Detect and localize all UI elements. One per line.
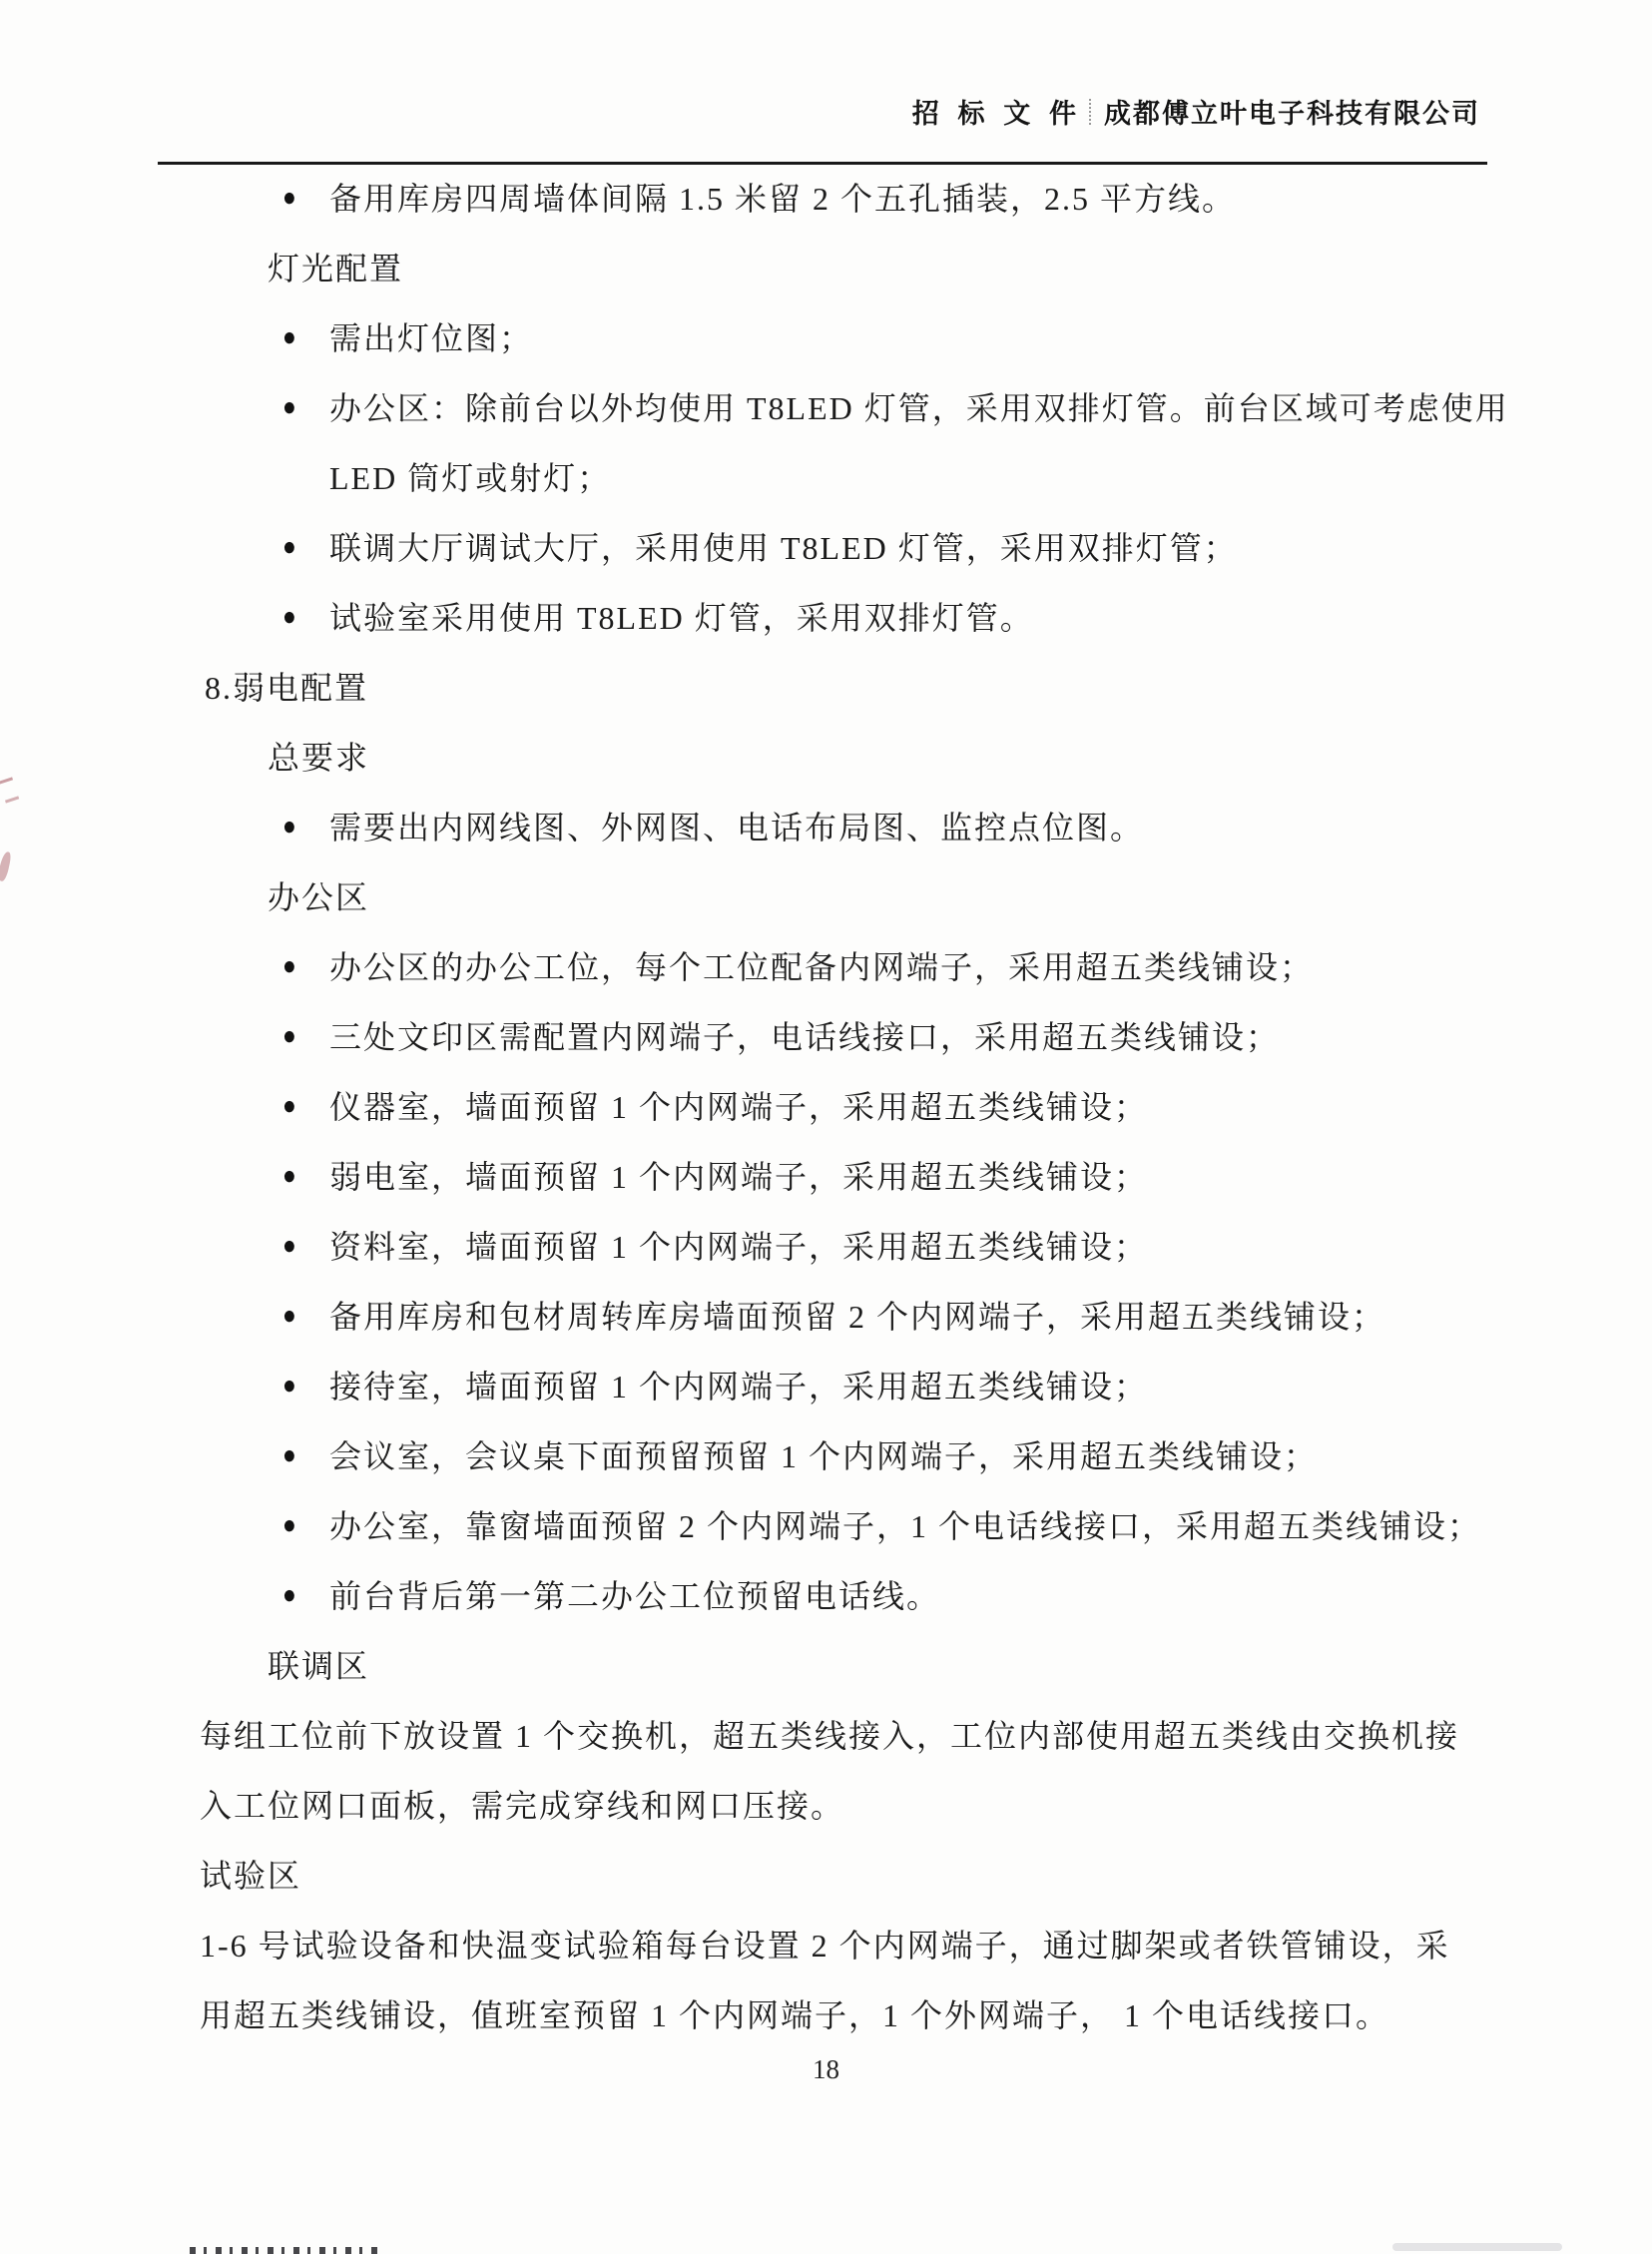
heading-text: 8.弱电配置 <box>205 670 369 706</box>
paragraph-text: 入工位网口面板，需完成穿线和网口压接。 <box>200 1788 845 1824</box>
bullet-item <box>0 301 1652 371</box>
bullet-item <box>0 371 1652 441</box>
heading-text: 灯光配置 <box>268 251 404 286</box>
bullet-item <box>0 791 1652 860</box>
bullet-text: 仪器室，墙面预留 1 个内网端子，采用超五类线铺设； <box>329 1089 1149 1125</box>
bullet-text: 办公室，靠窗墙面预留 2 个内网端子，1 个电话线接口，采用超五类线铺设； <box>329 1508 1482 1544</box>
bullet-text: 前台背后第一第二办公工位预留电话线。 <box>329 1578 941 1614</box>
section-heading <box>0 721 1652 791</box>
bullet-text: 办公区：除前台以外均使用 T8LED 灯管，采用双排灯管。前台区域可考虑使用 <box>329 390 1509 426</box>
bullet-item <box>0 1280 1652 1350</box>
bullet-item <box>0 1210 1652 1280</box>
document-body <box>0 162 1652 2048</box>
bullet-text: 需出灯位图； <box>329 320 534 356</box>
bullet-icon: ● <box>282 1160 298 1190</box>
bullet-icon: ● <box>282 1439 298 1469</box>
header-doc-type: 招 标 文 件 <box>911 99 1082 129</box>
heading-text: 试验区 <box>200 1858 302 1894</box>
bullet-text: 备用库房和包材周转库房墙面预留 2 个内网端子，采用超五类线铺设； <box>329 1299 1386 1335</box>
page-number: 18 <box>813 2054 839 2084</box>
bullet-icon: ● <box>282 1370 298 1400</box>
bullet-item <box>0 1140 1652 1210</box>
section-heading <box>0 1839 1652 1909</box>
header-company-name: 成都傅立叶电子科技有限公司 <box>1104 99 1480 129</box>
page-header <box>912 92 1480 131</box>
bullet-icon: ● <box>282 1020 298 1050</box>
bullet-text: 试验室采用使用 T8LED 灯管，采用双排灯管。 <box>329 600 1034 636</box>
bullet-text: 会议室，会议桌下面预留预留 1 个内网端子，采用超五类线铺设； <box>329 1438 1319 1474</box>
paragraph-text: 每组工位前下放设置 1 个交换机，超五类线接入，工位内部使用超五类线由交换机接 <box>200 1718 1460 1754</box>
bullet-item <box>0 581 1652 651</box>
section-heading <box>0 232 1652 301</box>
bullet-text: LED 筒灯或射灯； <box>329 460 612 496</box>
paragraph-text: 1-6 号试验设备和快温变试验箱每台设置 2 个内网端子，通过脚架或者铁管铺设，采 <box>200 1928 1450 1964</box>
numbered-section-heading <box>0 651 1652 721</box>
section-heading <box>0 860 1652 930</box>
paragraph-line <box>0 1699 1652 1769</box>
bullet-text: 联调大厅调试大厅，采用使用 T8LED 灯管，采用双排灯管； <box>329 530 1238 566</box>
bullet-icon: ● <box>282 1230 298 1260</box>
bullet-icon: ● <box>282 1300 298 1330</box>
bullet-item <box>0 162 1652 232</box>
bullet-icon: ● <box>282 531 298 561</box>
bullet-item <box>0 930 1652 1000</box>
heading-text: 办公区 <box>268 879 370 915</box>
bullet-icon: ● <box>282 1579 298 1609</box>
bullet-text: 弱电室，墙面预留 1 个内网端子，采用超五类线铺设； <box>329 1159 1149 1195</box>
bullet-text: 接待室，墙面预留 1 个内网端子，采用超五类线铺设； <box>329 1369 1149 1405</box>
bullet-icon: ● <box>282 1509 298 1539</box>
bullet-item <box>0 1070 1652 1140</box>
bullet-text: 需要出内网线图、外网图、电话布局图、监控点位图。 <box>329 810 1145 845</box>
bullet-item <box>0 1489 1652 1559</box>
heading-text: 总要求 <box>268 740 370 776</box>
bullet-item <box>0 1419 1652 1489</box>
bullet-item <box>0 511 1652 581</box>
paragraph-text: 用超五类线铺设，值班室预留 1 个内网端子，1 个外网端子， 1 个电话线接口。 <box>200 1997 1390 2033</box>
bullet-icon: ● <box>282 321 298 351</box>
heading-text: 联调区 <box>268 1648 370 1684</box>
bullet-item <box>0 1000 1652 1070</box>
cutoff-text-artifact <box>190 2247 379 2254</box>
bullet-icon: ● <box>282 811 298 841</box>
bullet-item <box>0 1559 1652 1629</box>
bullet-text: 资料室，墙面预留 1 个内网端子，采用超五类线铺设； <box>329 1229 1149 1265</box>
bullet-text: 办公区的办公工位，每个工位配备内网端子，采用超五类线铺设； <box>329 949 1315 985</box>
bullet-text: 备用库房四周墙体间隔 1.5 米留 2 个五孔插装，2.5 平方线。 <box>329 181 1237 217</box>
header-divider <box>1089 99 1091 125</box>
bullet-icon: ● <box>282 1090 298 1120</box>
paragraph-line <box>0 1978 1652 2048</box>
bullet-icon: ● <box>282 182 298 212</box>
paragraph-line <box>0 1769 1652 1839</box>
paragraph-line <box>0 1909 1652 1978</box>
bullet-icon: ● <box>282 601 298 631</box>
bullet-item <box>0 1350 1652 1419</box>
bullet-icon: ● <box>282 950 298 980</box>
bullet-text: 三处文印区需配置内网端子，电话线接口，采用超五类线铺设； <box>329 1019 1281 1055</box>
scan-smudge <box>1392 2243 1562 2251</box>
section-heading <box>0 1629 1652 1699</box>
bullet-icon: ● <box>282 391 298 421</box>
bullet-continuation-line <box>0 441 1652 511</box>
